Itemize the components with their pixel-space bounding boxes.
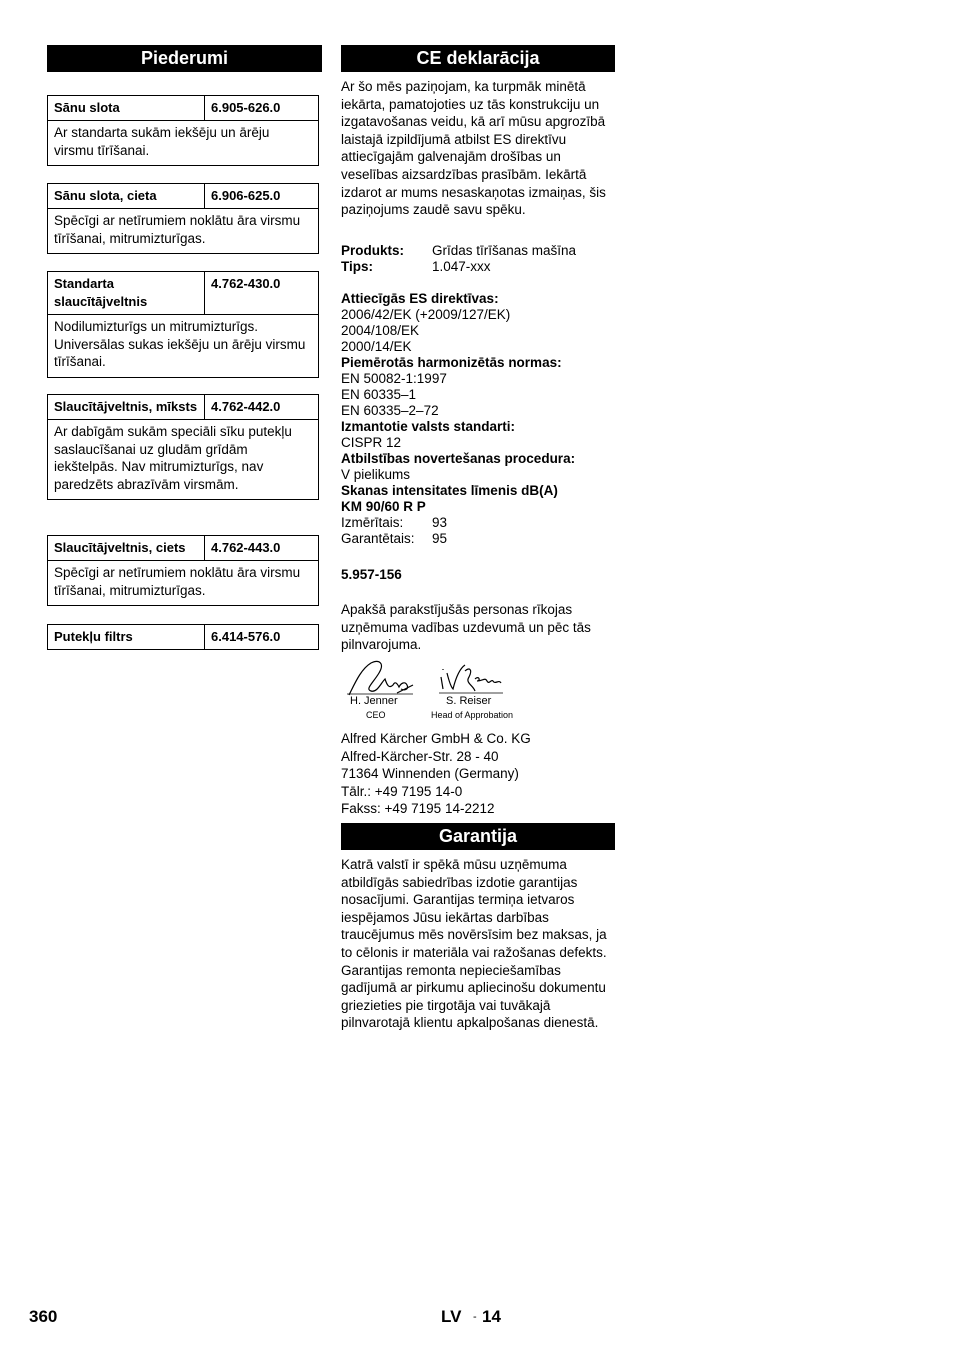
procedure-value: V pielikums (341, 467, 411, 482)
guaranteed-value: 95 (432, 531, 448, 546)
procedure-label: Atbilstības novertešanas procedura: (341, 451, 576, 466)
accessory-number: 6.906-625.0 (211, 188, 281, 203)
company-street: Alfred-Kärcher-Str. 28 - 40 (341, 748, 499, 764)
product-label: Produkts: (341, 243, 405, 258)
accessory-table-dust-filter (47, 624, 319, 650)
accessory-table-standard-roller (47, 271, 319, 378)
page-number: 360 (29, 1307, 58, 1326)
norm-item: EN 60335–1 (341, 387, 417, 402)
ce-product-info (341, 243, 615, 275)
accessory-description: Ar standarta sukām iekšēju un ārēju virsmu tīrīšanai. (54, 125, 270, 158)
accessory-name: Standarta slaucītājveltnis (48, 272, 205, 314)
norm-item: EN 60335–2–72 (341, 403, 439, 418)
signer1-role: CEO (366, 710, 386, 720)
accessory-number: 6.905-626.0 (211, 100, 281, 115)
ce-directives-block (341, 291, 615, 547)
accessory-name: Putekļu filtrs (48, 625, 205, 649)
directives-label: Attiecīgās ES direktīvas: (341, 291, 499, 306)
national-standards-label: Izmantotie valsts standarti: (341, 419, 516, 434)
norm-item: EN 50082-1:1997 (341, 371, 447, 386)
accessory-table-side-broom (47, 95, 319, 166)
measured-value: 93 (432, 515, 448, 530)
signature-reiser-icon (341, 655, 541, 700)
footer-separator: - (473, 1311, 477, 1323)
footer-section-page: 14 (482, 1307, 501, 1326)
guaranteed-label: Garantētais: (341, 531, 415, 546)
accessory-number: 4.762-443.0 (211, 540, 281, 555)
company-city: 71364 Winnenden (Germany) (341, 766, 519, 782)
signer2-role: Head of Approbation (431, 710, 514, 720)
accessory-description: Spēcīgi ar netīrumiem noklātu āra virsmu tīrīšanai, mitrumizturīgas. (54, 565, 301, 598)
directive-item: 2006/42/EK (+2009/127/EK) (341, 307, 511, 322)
directive-item: 2004/108/EK (341, 323, 420, 338)
ce-intro-text: Ar šo mēs paziņojam, ka turpmāk minētā iekārta, pamatojoties uz tās konstrukciju un izgatavošanas veidu, kā arī mūsu apgrozībā laistajā izpildījumā atbilst ES direktīvu attiecīgajām galvenajām drošības un veselības aizsardzības prasībām. Iekārtā izdarot ar mums nesaskaņotas izmaiņas, šis paziņojums zaudē savu spēku. (341, 79, 606, 218)
warranty-heading: Garantija (341, 823, 615, 850)
signatures (341, 655, 541, 725)
accessory-table-side-broom-hard (47, 183, 319, 254)
accessory-table-hard-roller (47, 535, 319, 606)
signatories-text: Apakšā parakstījušās personas rīkojas uzņēmuma vadības uzdevumā un pēc tās pilnvarojuma. (341, 602, 591, 653)
measured-label: Izmērītais: (341, 515, 404, 530)
document-number: 5.957-156 (341, 567, 402, 582)
model-label: KM 90/60 R P (341, 499, 426, 514)
type-label: Tips: (341, 259, 374, 274)
type-value: 1.047-xxx (432, 259, 491, 274)
national-standard-item: CISPR 12 (341, 435, 402, 450)
norms-label: Piemērotās harmonizētās normas: (341, 355, 562, 370)
company-name: Alfred Kärcher GmbH & Co. KG (341, 731, 531, 746)
accessory-table-soft-roller (47, 394, 319, 500)
footer-lang: LV (441, 1307, 462, 1326)
accessory-name: Slaucītājveltnis, mīksts (48, 395, 205, 419)
ce-declaration-heading: CE deklarācija (341, 45, 615, 72)
accessory-number: 4.762-442.0 (211, 399, 281, 414)
company-phone: Tālr.: +49 7195 14-0 (341, 783, 463, 799)
noise-label: Skanas intensitates līmenis dB(A) (341, 483, 558, 498)
signer2-name: S. Reiser (446, 695, 492, 707)
accessory-description: Ar dabīgām sukām speciāli sīku putekļu saslaucīšanai uz gludām grīdām iekštelpās. Nav mitrumizturīgs, nav paredzēts abrazīvām virsmām. (54, 424, 292, 492)
company-address (341, 730, 615, 818)
warranty-text: Katrā valstī ir spēkā mūsu uzņēmuma atbildīgās sabiedrības izdotie garantijas nosacījumi. Garantijas termiņa ietvaros iespējamos Jūsu iekārtas darbības traucējumus mēs novērsīsim bez maksas, ja to cēlonis ir materiāla vai ražošanas defekts. Garantijas remonta nepieciešamības gadījumā ar pirkumu apliecinošu dokumentu griezieties pie tirgotāja vai tuvākajā pilnvarotajā klientu apkalpošanas dienestā. (341, 857, 607, 1031)
accessory-description: Spēcīgi ar netīrumiem noklātu āra virsmu tīrīšanai, mitrumizturīgas. (54, 213, 301, 246)
accessory-name: Sānu slota (48, 96, 205, 120)
accessory-name: Slaucītājveltnis, ciets (48, 536, 205, 560)
accessories-heading: Piederumi (47, 45, 322, 72)
directive-item: 2000/14/EK (341, 339, 412, 354)
company-fax: Fakss: +49 7195 14-2212 (341, 801, 495, 817)
product-value: Grīdas tīrīšanas mašīna (432, 243, 577, 258)
accessory-name: Sānu slota, cieta (48, 184, 205, 208)
accessory-number: 6.414-576.0 (211, 629, 281, 644)
accessory-number: 4.762-430.0 (211, 276, 281, 291)
accessory-description: Nodilumizturīgs un mitrumizturīgs. Universālas sukas iekšēju un ārēju virsmu tīrīšanai. (54, 319, 306, 370)
signer1-name: H. Jenner (350, 695, 398, 707)
